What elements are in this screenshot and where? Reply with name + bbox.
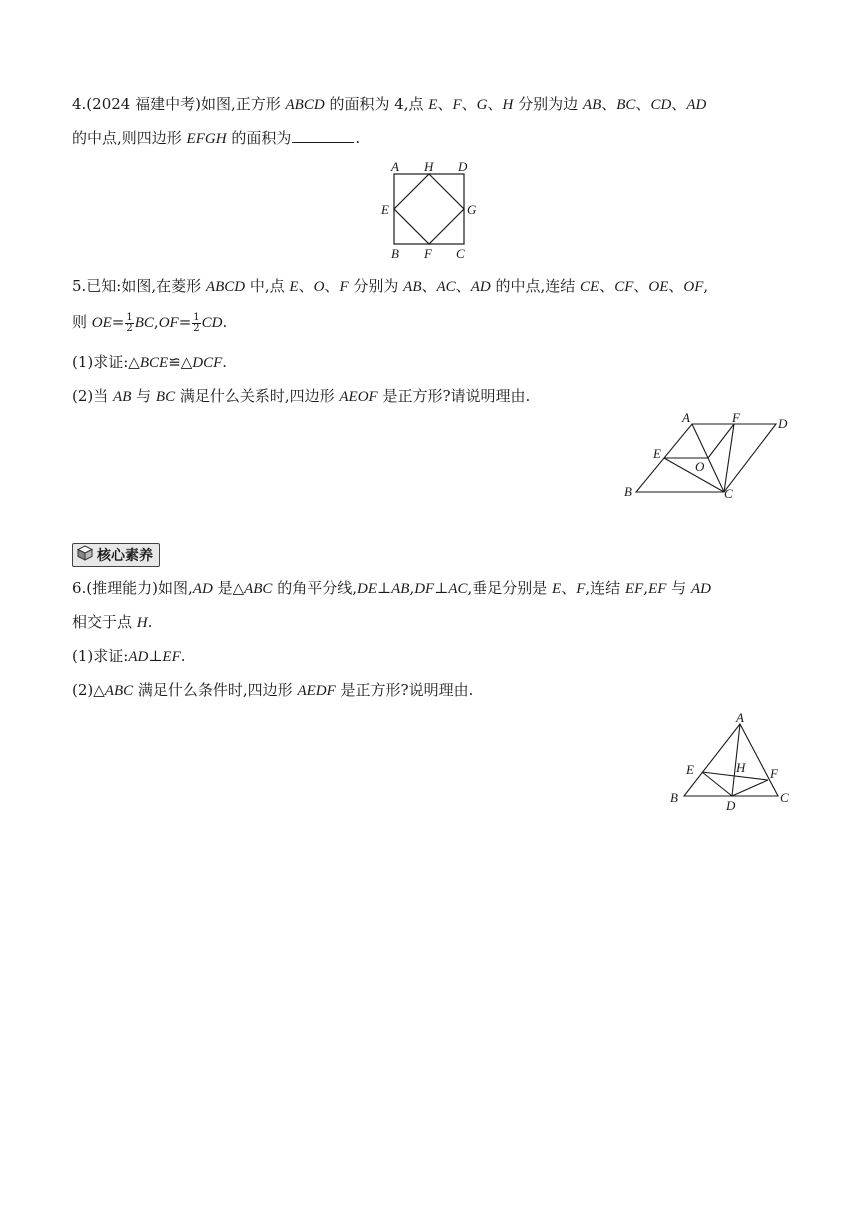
q6-part-1: (1)求证:AD⊥EF. <box>72 647 186 665</box>
label-D: D <box>458 159 468 174</box>
label-E: E <box>381 202 389 217</box>
q6-line-2: 相交于点 H. <box>72 613 153 631</box>
label-H: H <box>736 760 746 775</box>
q5-line-2: 则 OE= $\frac{1}{2}$ BC,OF= $\frac{1}{2}$ CD. <box>72 311 228 334</box>
triangle-figure <box>664 706 800 814</box>
label-F: F <box>732 410 740 425</box>
square-figure <box>376 156 488 264</box>
label-O: O <box>695 459 705 474</box>
label-C: C <box>456 246 465 261</box>
fraction-half: $\frac{1}{2}$ <box>126 311 133 334</box>
section-title: 核心素养 <box>97 548 153 564</box>
label-C: C <box>724 486 733 501</box>
section-badge <box>72 543 160 567</box>
answer-blank <box>292 142 354 143</box>
label-A: A <box>682 410 690 425</box>
q5-line-1: 5.已知:如图,在菱形 ABCD 中,点 E、O、F 分别为 AB、AC、AD 的中点,连结 CE、CF、OE、OF, <box>72 277 709 295</box>
fraction-half: $\frac{1}{2}$ <box>193 311 200 334</box>
label-F: F <box>770 766 778 781</box>
label-H: H <box>424 159 434 174</box>
rhombus-figure <box>620 408 800 504</box>
label-A: A <box>391 159 399 174</box>
q5-part-1: (1)求证:△BCE≌△DCF. <box>72 353 228 371</box>
label-B: B <box>670 790 678 805</box>
label-B: B <box>624 484 632 499</box>
label-C: C <box>780 790 789 805</box>
q4-line-1: 4.(2024 福建中考)如图,正方形 ABCD 的面积为 4,点 E、F、G、H 分别为边 AB、BC、CD、AD <box>72 95 707 113</box>
q6-part-2: (2)△ABC 满足什么条件时,四边形 AEDF 是正方形?说明理由. <box>72 681 474 699</box>
label-E: E <box>686 762 694 777</box>
label-F: F <box>424 246 432 261</box>
label-E: E <box>653 446 661 461</box>
q5-part-2: (2)当 AB 与 BC 满足什么关系时,四边形 AEOF 是正方形?请说明理由. <box>72 387 531 405</box>
cube-icon <box>77 545 93 565</box>
label-D: D <box>778 416 788 431</box>
q6-line-1: 6.(推理能力)如图,AD 是△ABC 的角平分线,DE⊥AB,DF⊥AC,垂足分别是 E、F,连结 EF,EF 与 AD <box>72 579 711 597</box>
label-A: A <box>736 710 744 725</box>
label-G: G <box>467 202 477 217</box>
label-D: D <box>726 798 736 813</box>
q4-line-2: 的中点,则四边形 EFGH 的面积为 . <box>72 129 361 147</box>
label-B: B <box>391 246 399 261</box>
